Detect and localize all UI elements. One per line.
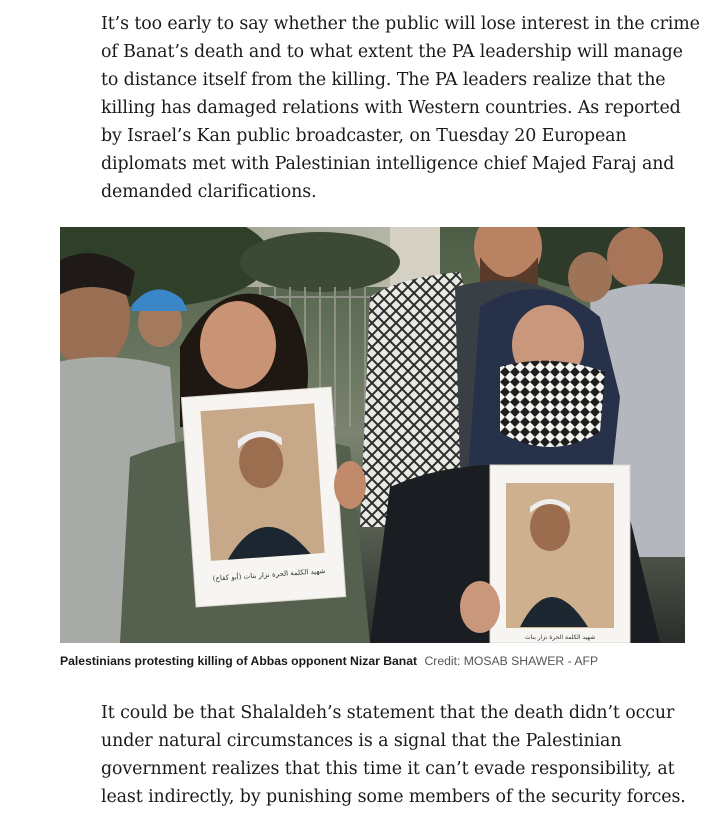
article-paragraph-2 xyxy=(101,699,686,811)
paragraph-line: to distance itself from the killing. The PA leaders realize that the xyxy=(101,70,666,90)
paragraph-line: diplomats met with Palestinian intelligence chief Majed Faraj and xyxy=(101,154,675,174)
protest-sign-right xyxy=(490,465,630,643)
paragraph-line: under natural circumstances is a signal that the Palestinian xyxy=(101,731,622,751)
paragraph-line: It’s too early to say whether the public will lose interest in the crime xyxy=(101,14,700,34)
sign-caption-text: شهيد الكلمة الحرة نزار بنات xyxy=(524,634,596,641)
paragraph-line: government realizes that this time it can’t evade responsibility, at xyxy=(101,759,675,779)
sign-caption-text: شهيد الكلمة الحرة نزار بنات (أبو كفاح) xyxy=(212,566,326,583)
paragraph-line: killing has damaged relations with Western countries. As reported xyxy=(101,98,681,118)
photo-credit: Credit: MOSAB SHAWER - AFP xyxy=(424,654,599,668)
article-photo xyxy=(60,227,685,643)
photo-caption xyxy=(60,653,700,669)
protest-sign-left xyxy=(181,387,345,607)
protest-photo-illustration xyxy=(60,227,685,643)
paragraph-line: It could be that Shalaldeh’s statement that the death didn’t occur xyxy=(101,703,675,723)
paragraph-line: demanded clarifications. xyxy=(101,182,317,202)
article-paragraph-1 xyxy=(101,10,700,206)
paragraph-line: by Israel’s Kan public broadcaster, on Tuesday 20 European xyxy=(101,126,627,146)
paragraph-line: of Banat’s death and to what extent the PA leadership will manage xyxy=(101,42,683,62)
caption-text: Palestinians protesting killing of Abbas opponent Nizar Banat xyxy=(60,654,418,668)
paragraph-line: least indirectly, by punishing some members of the security forces. xyxy=(101,787,686,807)
